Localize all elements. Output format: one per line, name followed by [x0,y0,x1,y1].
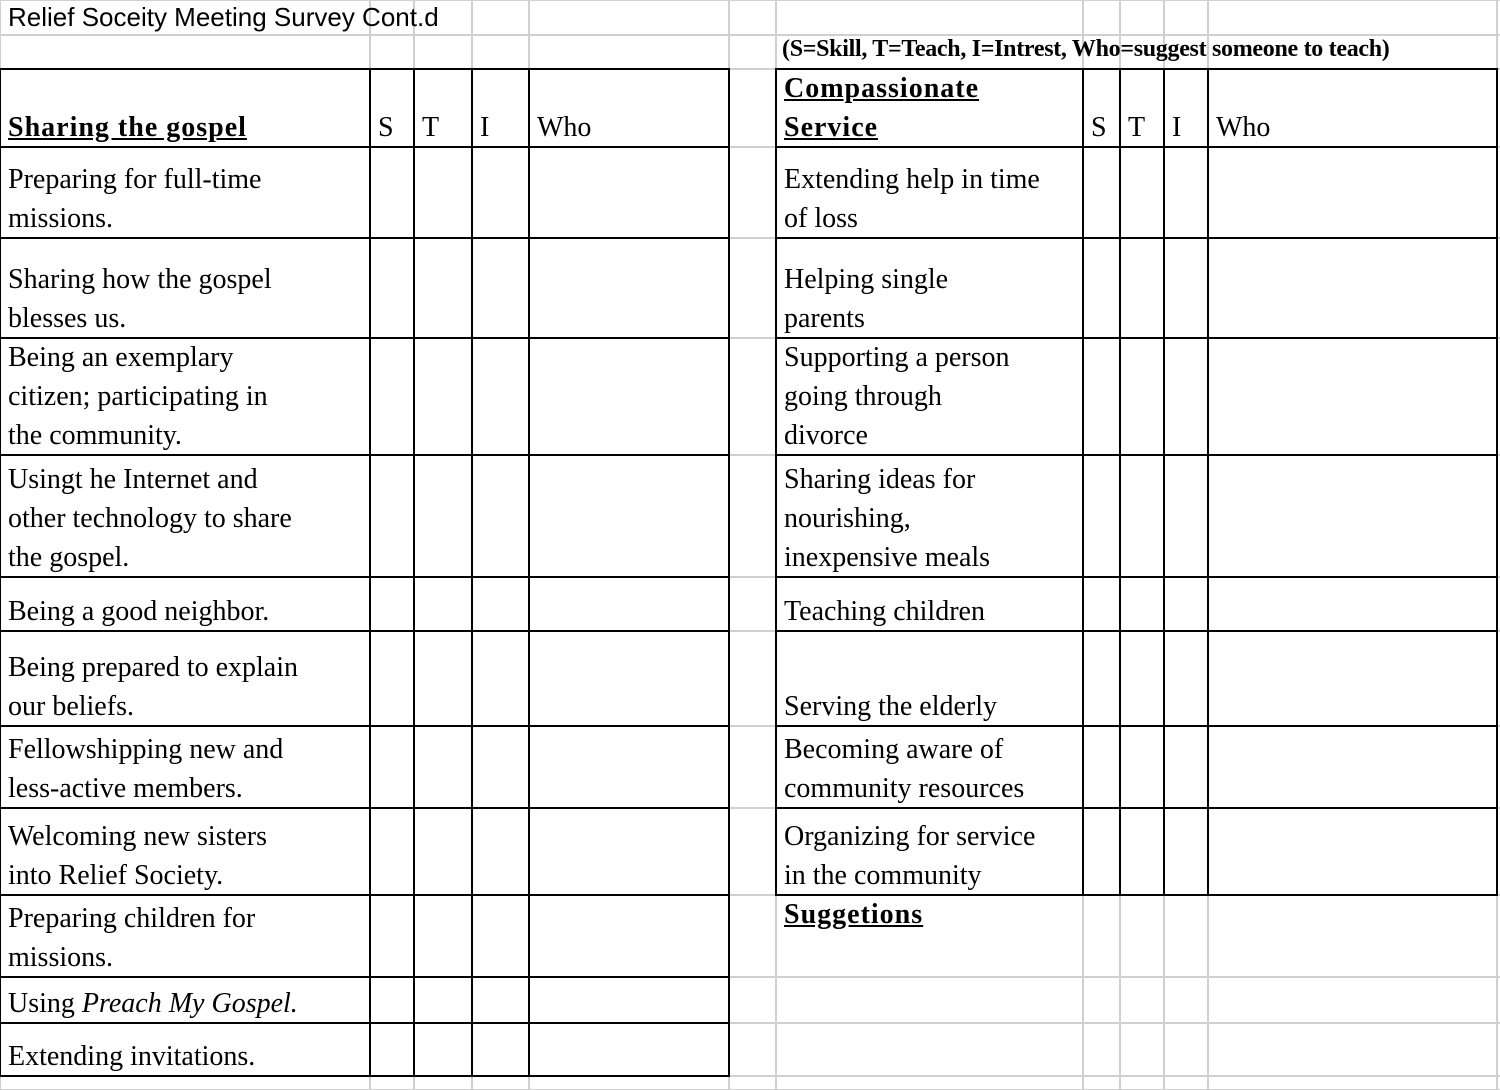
left-row-label [0,238,370,338]
right-row-label-text: Sharing ideas for nourishing, inexpensive meals [784,464,991,573]
right-answer-cell[interactable] [1208,238,1497,338]
left-answer-cell[interactable] [472,147,529,238]
suggestions-heading [776,895,1083,977]
right-answer-cell[interactable] [1164,726,1208,808]
left-answer-cell[interactable] [414,895,472,977]
left-answer-cell[interactable] [370,1023,414,1076]
right-row-label [776,726,1083,808]
left-answer-cell[interactable] [414,338,472,455]
right-answer-cell[interactable] [1120,631,1164,726]
left-answer-cell[interactable] [370,577,414,631]
left-answer-cell[interactable] [529,631,729,726]
left-answer-cell[interactable] [370,808,414,895]
right-row-label-text: Teaching children [784,596,985,627]
book-title: Preach My Gospel. [81,988,298,1019]
left-row-label-text: Preparing children for missions. [8,903,256,973]
left-answer-cell[interactable] [414,977,472,1023]
right-answer-cell[interactable] [1164,455,1208,577]
right-answer-cell[interactable] [1120,726,1164,808]
right-answer-cell[interactable] [1083,238,1120,338]
left-answer-cell[interactable] [414,726,472,808]
sheet-title [0,0,729,35]
right-answer-cell[interactable] [1208,631,1497,726]
left-col-header-text: T [422,112,440,143]
left-answer-cell[interactable] [529,977,729,1023]
left-answer-cell[interactable] [414,238,472,338]
left-col-header [472,69,529,147]
left-row-label-text: Being a good neighbor. [8,596,270,627]
left-row-label [0,147,370,238]
right-answer-cell[interactable] [1164,808,1208,895]
left-answer-cell[interactable] [472,808,529,895]
suggestions-heading-text: Suggetions [784,899,924,930]
right-col-header-text: I [1172,112,1182,143]
left-row-label [0,977,370,1023]
left-answer-cell[interactable] [414,808,472,895]
right-answer-cell[interactable] [1164,577,1208,631]
left-answer-cell[interactable] [370,977,414,1023]
left-answer-cell[interactable] [414,1023,472,1076]
left-answer-cell[interactable] [370,455,414,577]
right-answer-cell[interactable] [1208,808,1497,895]
left-answer-cell[interactable] [472,726,529,808]
left-row-label-text: Fellowshipping new and less-active members. [8,734,284,804]
left-answer-cell[interactable] [370,895,414,977]
right-answer-cell[interactable] [1208,455,1497,577]
left-answer-cell[interactable] [472,1023,529,1076]
right-row-label-text: Helping single parents [784,264,949,334]
left-answer-cell[interactable] [529,238,729,338]
left-answer-cell[interactable] [414,631,472,726]
right-col-header-text: T [1128,112,1146,143]
left-answer-cell[interactable] [472,895,529,977]
right-answer-cell[interactable] [1120,147,1164,238]
left-answer-cell[interactable] [472,338,529,455]
legend-note-text: (S=Skill, T=Teach, I=Intrest, Who=suggest someone to teach) [782,36,1390,62]
right-row-label [776,338,1083,455]
right-col-header [1164,69,1208,147]
left-row-label [0,338,370,455]
left-answer-cell[interactable] [472,631,529,726]
left-row-label-text: Welcoming new sisters into Relief Society. [8,821,268,891]
left-col-header [414,69,472,147]
left-row-label [0,808,370,895]
right-heading-text: Compassionate Service [784,73,980,143]
left-answer-cell[interactable] [529,455,729,577]
left-col-header-text: I [480,112,490,143]
right-col-header [1120,69,1164,147]
left-row-label [0,631,370,726]
left-row-label [0,577,370,631]
left-row-label-text [8,984,298,1023]
right-answer-cell[interactable] [1164,238,1208,338]
right-row-label [776,238,1083,338]
left-answer-cell[interactable] [414,577,472,631]
left-row-label [0,455,370,577]
sheet-title-text: Relief Soceity Meeting Survey Cont.d [8,2,439,32]
right-answer-cell[interactable] [1083,147,1120,238]
right-col-header [1083,69,1120,147]
left-heading [0,69,370,147]
left-answer-cell[interactable] [472,238,529,338]
legend-note [776,35,1500,69]
right-row-label-text: Serving the elderly [784,691,998,722]
left-answer-cell[interactable] [529,808,729,895]
right-row-label-text: Supporting a person going through divorce [784,342,1010,451]
label-prefix: Using [8,988,82,1019]
left-answer-cell[interactable] [414,147,472,238]
left-col-header [529,69,729,147]
left-answer-cell[interactable] [370,147,414,238]
left-row-label [0,895,370,977]
right-answer-cell[interactable] [1208,726,1497,808]
right-answer-cell[interactable] [1083,338,1120,455]
left-answer-cell[interactable] [529,147,729,238]
left-row-label-text: Preparing for full-time missions. [8,164,262,234]
right-row-label-text: Becoming aware of community resources [784,734,1025,804]
right-answer-cell[interactable] [1120,808,1164,895]
left-row-label-text: Sharing how the gospel blesses us. [8,264,272,334]
left-answer-cell[interactable] [370,631,414,726]
left-col-header-text: Who [537,112,592,143]
right-answer-cell[interactable] [1120,455,1164,577]
right-row-label-text: Organizing for service in the community [784,821,1036,891]
right-row-label-text: Extending help in time of loss [784,164,1040,234]
left-answer-cell[interactable] [529,338,729,455]
right-answer-cell[interactable] [1120,338,1164,455]
left-row-label [0,1023,370,1076]
left-answer-cell[interactable] [414,455,472,577]
left-answer-cell[interactable] [472,577,529,631]
right-col-header [1208,69,1497,147]
right-answer-cell[interactable] [1208,147,1497,238]
left-answer-cell[interactable] [370,338,414,455]
right-answer-cell[interactable] [1208,577,1497,631]
right-row-label [776,577,1083,631]
right-answer-cell[interactable] [1083,631,1120,726]
left-col-header-text: S [378,112,394,143]
left-row-label-text: Being prepared to explain our beliefs. [8,652,299,722]
left-answer-cell[interactable] [529,1023,729,1076]
left-row-label [0,726,370,808]
left-answer-cell[interactable] [472,455,529,577]
right-row-label [776,808,1083,895]
right-answer-cell[interactable] [1164,631,1208,726]
left-heading-text: Sharing the gospel [8,112,247,143]
left-row-label-text: Usingt he Internet and other technology to share the gospel. [8,464,292,573]
right-answer-cell[interactable] [1164,147,1208,238]
left-answer-cell[interactable] [529,726,729,808]
right-heading [776,69,1083,147]
right-answer-cell[interactable] [1083,577,1120,631]
right-row-label [776,631,1083,726]
left-answer-cell[interactable] [529,895,729,977]
right-col-header-text: S [1091,112,1107,143]
right-answer-cell[interactable] [1083,808,1120,895]
left-answer-cell[interactable] [370,726,414,808]
right-row-label [776,455,1083,577]
right-row-label [776,147,1083,238]
right-answer-cell[interactable] [1083,726,1120,808]
left-col-header [370,69,414,147]
right-col-header-text: Who [1216,112,1271,143]
left-row-label-text: Being an exemplary citizen; participating in the community. [8,342,268,451]
right-answer-cell[interactable] [1120,238,1164,338]
right-answer-cell[interactable] [1083,455,1120,577]
left-answer-cell[interactable] [370,238,414,338]
left-answer-cell[interactable] [529,577,729,631]
right-answer-cell[interactable] [1164,338,1208,455]
right-answer-cell[interactable] [1120,577,1164,631]
right-answer-cell[interactable] [1208,338,1497,455]
left-row-label-text: Extending invitations. [8,1041,256,1072]
left-answer-cell[interactable] [472,977,529,1023]
